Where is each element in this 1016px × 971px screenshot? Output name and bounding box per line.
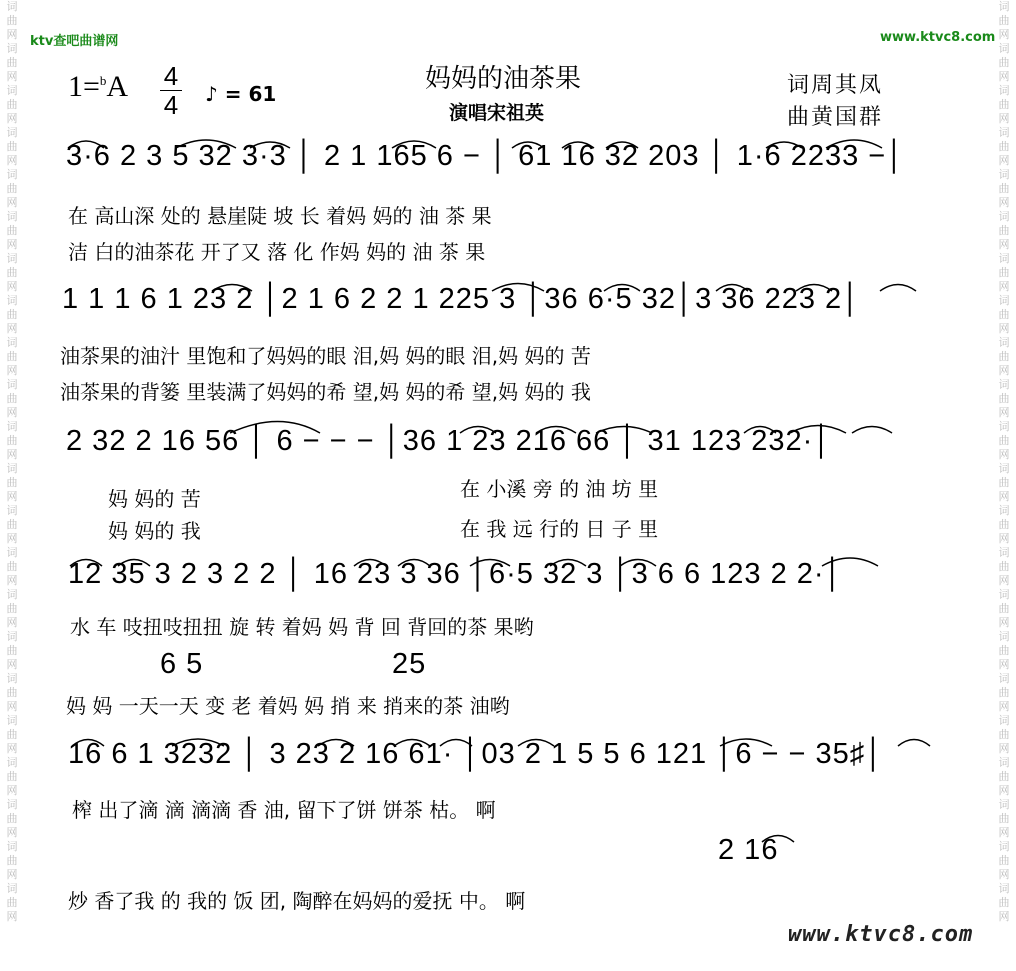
watermark-glyph: 曲 [6, 644, 18, 657]
watermark-glyph: 曲 [998, 770, 1010, 783]
watermark-glyph: 网 [998, 238, 1010, 251]
watermark-glyph: 词 [998, 504, 1010, 517]
watermark-glyph: 曲 [998, 98, 1010, 111]
watermark-glyph: 网 [998, 322, 1010, 335]
watermark-glyph: 网 [6, 406, 18, 419]
watermark-glyph: 网 [998, 280, 1010, 293]
watermark-glyph: 网 [998, 532, 1010, 545]
watermark-glyph: 曲 [998, 140, 1010, 153]
watermark-glyph: 网 [998, 616, 1010, 629]
lyrics-line-4-verse-2: 妈 妈 一天一天 变 老 着妈 妈 捎 来 捎来的茶 油哟 [66, 694, 510, 718]
watermark-glyph: 词 [998, 336, 1010, 349]
watermark-glyph: 曲 [6, 14, 18, 27]
time-signature: 4 4 [160, 62, 182, 119]
watermark-glyph: 词 [998, 840, 1010, 853]
watermark-glyph: 词 [998, 420, 1010, 433]
watermark-glyph: 词 [6, 168, 18, 181]
watermark-glyph: 网 [6, 238, 18, 251]
watermark-glyph: 曲 [6, 350, 18, 363]
watermark-glyph: 词 [6, 672, 18, 685]
watermark-glyph: 网 [6, 910, 18, 923]
watermark-glyph: 词 [998, 252, 1010, 265]
watermark-glyph: 网 [998, 910, 1010, 923]
watermark-glyph: 曲 [998, 602, 1010, 615]
watermark-glyph: 曲 [6, 56, 18, 69]
watermark-glyph: 曲 [998, 854, 1010, 867]
watermark-glyph: 曲 [998, 266, 1010, 279]
composer-credit: 曲黄国群 [787, 105, 884, 130]
watermark-glyph: 词 [998, 210, 1010, 223]
watermark-glyph: 曲 [6, 602, 18, 615]
singer-credit: 演唱宋祖英 [449, 102, 545, 124]
watermark-glyph: 网 [998, 28, 1010, 41]
key-signature: 1=$^b$A [68, 70, 129, 103]
lyrics-line-5-verse-1: 榨 出了滴 滴 滴滴 香 油, 留下了饼 饼茶 枯。 啊 [72, 798, 496, 822]
watermark-glyph: 网 [6, 574, 18, 587]
watermark-glyph: 词 [6, 798, 18, 811]
lyrics-line-1-verse-2: 洁 白的油茶花 开了又 落 化 作妈 妈的 油 茶 果 [68, 240, 486, 264]
watermark-glyph: 词 [998, 882, 1010, 895]
watermark-glyph: 曲 [998, 14, 1010, 27]
watermark-glyph: 网 [998, 868, 1010, 881]
watermark-glyph: 曲 [998, 434, 1010, 447]
watermark-glyph: 网 [998, 574, 1010, 587]
watermark-glyph: 词 [998, 462, 1010, 475]
notation-line-3: 2 32 2 16 56 │ 6 − − − │36 1 23 216 66 │ 31 123 232·│ [66, 425, 833, 457]
watermark-glyph: 曲 [6, 812, 18, 825]
watermark-glyph: 曲 [6, 560, 18, 573]
watermark-glyph: 词 [6, 462, 18, 475]
watermark-glyph: 词 [6, 294, 18, 307]
watermark-glyph: 词 [998, 42, 1010, 55]
watermark-glyph: 网 [6, 70, 18, 83]
watermark-glyph: 词 [6, 756, 18, 769]
lyrics-line-2-verse-1: 油茶果的油汁 里饱和了妈妈的眼 泪,妈 妈的眼 泪,妈 妈的 苦 [60, 344, 591, 368]
watermark-glyph: 网 [6, 280, 18, 293]
watermark-glyph: 词 [998, 672, 1010, 685]
right-watermark [994, 0, 1014, 971]
watermark-glyph: 网 [998, 448, 1010, 461]
watermark-glyph: 词 [6, 0, 18, 13]
notation-line-5: 16 6 1 3232 │ 3 23 2 16 61· │03 2 1 5 5 6 121 │6 − − 35♯│ [68, 738, 885, 770]
watermark-glyph: 曲 [6, 308, 18, 321]
watermark-glyph: 网 [998, 658, 1010, 671]
watermark-glyph: 曲 [998, 686, 1010, 699]
alt-notes-line-4-b: 25 [392, 648, 427, 680]
watermark-glyph: 曲 [998, 392, 1010, 405]
watermark-glyph: 词 [6, 420, 18, 433]
watermark-glyph: 网 [998, 490, 1010, 503]
watermark-glyph: 网 [6, 658, 18, 671]
watermark-glyph: 网 [6, 616, 18, 629]
notation-line-1: 3·6 2 3 5 32 3·3 │ 2 1 165 6 − │ 61 16 32 203 │ 1·6 2233 −│ [66, 140, 906, 172]
watermark-glyph: 词 [998, 378, 1010, 391]
lyrics-line-3-verse-1b: 在 小溪 旁 的 油 坊 里 [460, 477, 659, 501]
left-watermark [2, 0, 22, 971]
watermark-glyph: 曲 [6, 728, 18, 741]
watermark-glyph: 网 [6, 784, 18, 797]
lyrics-line-3-verse-1a: 妈 妈的 苦 [108, 487, 201, 511]
watermark-glyph: 网 [6, 700, 18, 713]
watermark-glyph: 词 [998, 630, 1010, 643]
watermark-glyph: 曲 [6, 476, 18, 489]
watermark-glyph: 词 [6, 840, 18, 853]
watermark-glyph: 词 [998, 588, 1010, 601]
lyrics-line-1-verse-1: 在 高山深 处的 悬崖陡 坡 长 着妈 妈的 油 茶 果 [68, 204, 492, 228]
lyrics-line-2-verse-2: 油茶果的背篓 里装满了妈妈的希 望,妈 妈的希 望,妈 妈的 我 [60, 380, 591, 404]
watermark-glyph: 曲 [998, 56, 1010, 69]
watermark-glyph: 网 [6, 28, 18, 41]
watermark-glyph: 曲 [6, 770, 18, 783]
watermark-glyph: 曲 [6, 686, 18, 699]
site-logo[interactable]: www.ktvc8.com [788, 922, 974, 947]
watermark-glyph: 网 [998, 742, 1010, 755]
watermark-glyph: 曲 [998, 728, 1010, 741]
watermark-glyph: 词 [6, 882, 18, 895]
lyricist-credit: 词周其凤 [787, 73, 884, 98]
lyrics-line-3-verse-2b: 在 我 远 行的 日 子 里 [460, 517, 659, 541]
watermark-glyph: 词 [6, 630, 18, 643]
watermark-glyph: 网 [998, 700, 1010, 713]
watermark-glyph: 曲 [998, 896, 1010, 909]
watermark-glyph: 词 [998, 714, 1010, 727]
watermark-glyph: 词 [998, 546, 1010, 559]
watermark-glyph: 网 [6, 742, 18, 755]
tempo-marking: ♪ = 61 [205, 82, 277, 106]
watermark-glyph: 网 [998, 154, 1010, 167]
watermark-glyph: 网 [998, 196, 1010, 209]
watermark-glyph: 词 [998, 84, 1010, 97]
watermark-glyph: 曲 [998, 350, 1010, 363]
watermark-glyph: 曲 [998, 812, 1010, 825]
watermark-glyph: 网 [6, 322, 18, 335]
watermark-glyph: 网 [6, 490, 18, 503]
watermark-glyph: 网 [6, 532, 18, 545]
watermark-glyph: 曲 [6, 392, 18, 405]
watermark-glyph: 曲 [6, 896, 18, 909]
lyrics-line-3-verse-2a: 妈 妈的 我 [108, 519, 201, 543]
watermark-glyph: 曲 [6, 182, 18, 195]
watermark-glyph: 网 [998, 70, 1010, 83]
watermark-glyph: 网 [6, 868, 18, 881]
notation-line-4: 12 35 3 2 3 2 2 │ 16 23 3 36 │6·5 32 3 │3 6 6 123 2 2·│ [68, 558, 844, 590]
watermark-glyph: 曲 [6, 224, 18, 237]
watermark-glyph: 词 [6, 546, 18, 559]
watermark-glyph: 网 [998, 784, 1010, 797]
watermark-glyph: 曲 [6, 518, 18, 531]
watermark-glyph: 网 [998, 826, 1010, 839]
watermark-glyph: 曲 [998, 560, 1010, 573]
eighth-note-icon: ♪ [205, 82, 218, 106]
site-url-right[interactable]: www.ktvc8.com [880, 30, 996, 45]
watermark-glyph: 曲 [998, 476, 1010, 489]
watermark-glyph: 曲 [6, 98, 18, 111]
alt-notes-line-4-a: 6 5 [160, 648, 204, 680]
watermark-glyph: 网 [6, 196, 18, 209]
page-title: 妈妈的油茶果 [425, 64, 582, 94]
watermark-glyph: 曲 [998, 182, 1010, 195]
watermark-glyph: 词 [6, 336, 18, 349]
watermark-glyph: 网 [6, 112, 18, 125]
watermark-glyph: 词 [6, 84, 18, 97]
watermark-glyph: 词 [998, 798, 1010, 811]
watermark-glyph: 网 [998, 112, 1010, 125]
watermark-glyph: 网 [998, 364, 1010, 377]
watermark-glyph: 词 [6, 378, 18, 391]
watermark-glyph: 词 [6, 126, 18, 139]
notation-line-2: 1 1 1 6 1 23 2 │2 1 6 2 2 1 225 3 │36 6·5 32│3 36 223 2│ [62, 283, 862, 315]
watermark-glyph: 曲 [998, 644, 1010, 657]
watermark-glyph: 曲 [6, 434, 18, 447]
watermark-glyph: 曲 [998, 224, 1010, 237]
watermark-glyph: 曲 [6, 854, 18, 867]
watermark-glyph: 词 [998, 168, 1010, 181]
watermark-glyph: 曲 [6, 266, 18, 279]
watermark-glyph: 词 [998, 126, 1010, 139]
site-name-left[interactable]: ktv查吧曲谱网 [30, 34, 119, 49]
watermark-glyph: 曲 [998, 518, 1010, 531]
watermark-glyph: 词 [6, 588, 18, 601]
watermark-glyph: 网 [6, 448, 18, 461]
watermark-glyph: 网 [998, 406, 1010, 419]
watermark-glyph: 网 [6, 154, 18, 167]
watermark-glyph: 网 [6, 364, 18, 377]
watermark-glyph: 曲 [998, 308, 1010, 321]
watermark-glyph: 词 [6, 42, 18, 55]
watermark-glyph: 曲 [6, 140, 18, 153]
watermark-glyph: 网 [6, 826, 18, 839]
watermark-glyph: 词 [6, 252, 18, 265]
watermark-glyph: 词 [998, 756, 1010, 769]
watermark-glyph: 词 [6, 714, 18, 727]
lyrics-line-5-verse-2: 炒 香了我 的 我的 饭 团, 陶醉在妈妈的爱抚 中。 啊 [68, 889, 526, 913]
watermark-glyph: 词 [6, 504, 18, 517]
alt-notes-line-5: 2 16 [718, 834, 779, 866]
watermark-glyph: 词 [6, 210, 18, 223]
watermark-glyph: 词 [998, 294, 1010, 307]
watermark-glyph: 词 [998, 0, 1010, 13]
lyrics-line-4-verse-1: 水 车 吱扭吱扭扭 旋 转 着妈 妈 背 回 背回的茶 果哟 [70, 615, 534, 639]
